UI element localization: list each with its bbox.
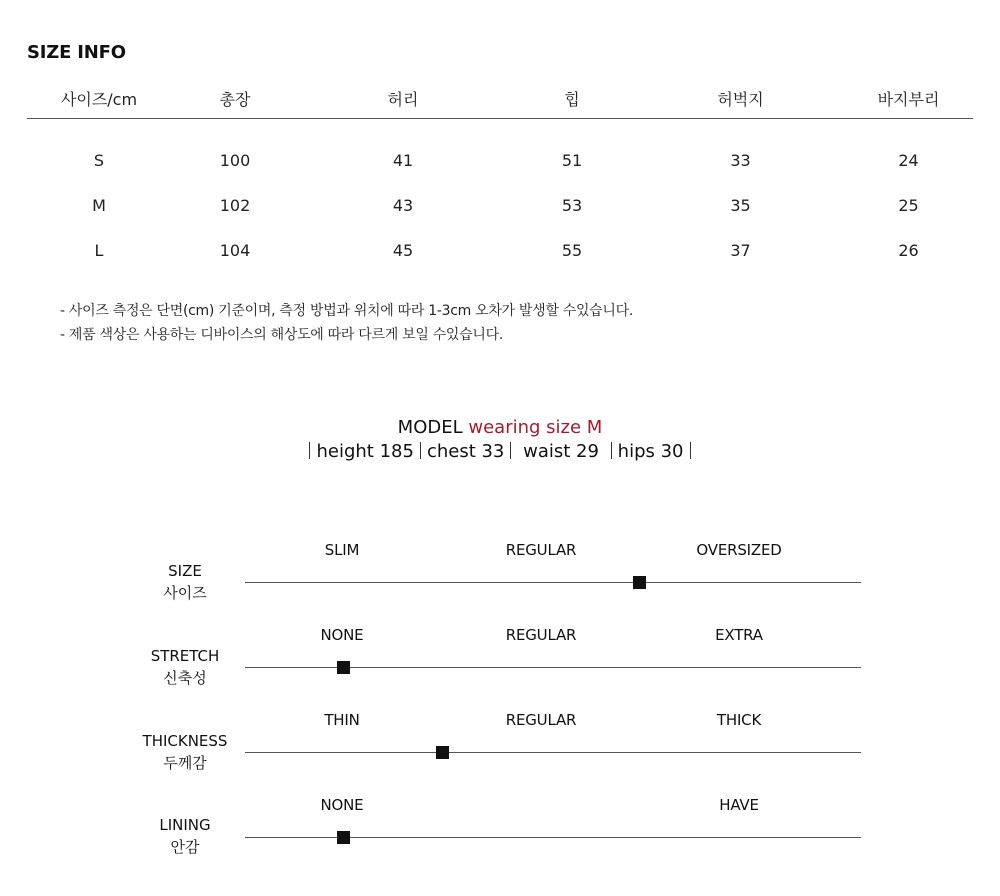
size-table-header-row — [27, 80, 973, 118]
fit-label-ko: 안감 — [170, 838, 200, 856]
fit-scale-line — [245, 582, 861, 583]
stat-divider — [309, 442, 310, 459]
size-header-label: 사이즈/cm — [27, 80, 171, 118]
fit-option-high: OVERSIZED — [696, 541, 782, 559]
hip-header: 힙 — [507, 80, 637, 118]
model-waist: waist 29 — [517, 441, 605, 462]
table-cell: 41 — [392, 151, 414, 171]
fit-label — [130, 560, 240, 604]
fit-label — [130, 645, 240, 689]
size-cell: L — [94, 241, 104, 260]
size-title: SIZE INFO — [27, 42, 126, 63]
size-cell: S — [93, 151, 105, 171]
stat-divider — [690, 442, 691, 459]
fit-row-lining — [0, 796, 1000, 876]
table-cell: 55 — [561, 241, 583, 260]
fit-option-high: THICK — [716, 711, 762, 729]
fit-marker — [337, 661, 350, 674]
note-measurement: - 사이즈 측정은 단면(cm) 기준이며, 측정 방법과 위치에 따라 1-3cm 오차가 발생할 수있습니다. — [60, 303, 634, 319]
fit-label-ko: 신축성 — [163, 669, 207, 687]
stat-divider — [510, 442, 511, 459]
fit-option-mid: REGULAR — [505, 711, 577, 729]
fit-option-mid: REGULAR — [505, 541, 577, 559]
hem-header: 바지부리 — [844, 80, 973, 118]
fit-option-mid: REGULAR — [505, 626, 577, 644]
fit-label — [130, 730, 240, 774]
table-cell: 24 — [898, 151, 919, 171]
model-heading — [0, 416, 1000, 440]
fit-label — [130, 814, 240, 858]
size-table — [27, 80, 973, 273]
model-height: height 185 — [316, 441, 414, 462]
length-header: 총장 — [171, 80, 299, 118]
fit-row-thickness — [0, 711, 1000, 791]
fit-label-ko: 두께감 — [163, 754, 207, 772]
fit-marker — [633, 576, 646, 589]
table-cell: 102 — [219, 196, 251, 215]
fit-marker — [337, 831, 350, 844]
fit-label-en: STRETCH — [150, 647, 220, 665]
table-cell: 51 — [561, 151, 583, 171]
model-stats — [0, 440, 1000, 464]
fit-option-low: SLIM — [324, 541, 360, 559]
model-hips: hips 30 — [617, 441, 684, 462]
fit-scale-line — [245, 752, 861, 753]
table-cell: 25 — [898, 196, 919, 215]
fit-option-high: EXTRA — [715, 626, 763, 644]
size-notes — [60, 299, 633, 347]
size-cell: M — [92, 196, 106, 215]
table-cell: 100 — [219, 151, 251, 171]
table-cell: 33 — [730, 151, 751, 171]
table-cell: 45 — [392, 241, 414, 260]
model-prefix: MODEL — [397, 417, 463, 438]
fit-marker — [436, 746, 449, 759]
fit-label-en: THICKNESS — [142, 732, 228, 750]
table-cell: 26 — [898, 241, 919, 260]
note-color: - 제품 색상은 사용하는 디바이스의 해상도에 따라 다르게 보일 수있습니다. — [60, 327, 503, 343]
model-chest: chest 33 — [426, 441, 505, 462]
waist-header: 허리 — [299, 80, 507, 118]
fit-option-low: NONE — [320, 626, 364, 644]
table-cell: 37 — [730, 241, 751, 260]
model-size-worn: wearing size M — [468, 417, 603, 438]
fit-label-en: LINING — [159, 816, 211, 834]
fit-option-low: THIN — [324, 711, 360, 729]
table-row — [27, 118, 973, 183]
stat-divider — [611, 442, 612, 459]
stat-divider — [420, 442, 421, 459]
fit-row-stretch — [0, 626, 1000, 706]
table-cell: 53 — [561, 196, 583, 215]
fit-row-size — [0, 541, 1000, 621]
model-info — [0, 416, 1000, 464]
fit-label-en: SIZE — [168, 562, 202, 580]
table-cell: 104 — [219, 241, 251, 260]
table-row — [27, 228, 973, 273]
fit-label-ko: 사이즈 — [163, 584, 207, 602]
table-cell: 35 — [730, 196, 751, 215]
fit-option-low: NONE — [320, 796, 364, 814]
table-cell: 43 — [392, 196, 414, 215]
fit-option-high: HAVE — [719, 796, 759, 814]
table-row — [27, 183, 973, 228]
thigh-header: 허벅지 — [637, 80, 844, 118]
